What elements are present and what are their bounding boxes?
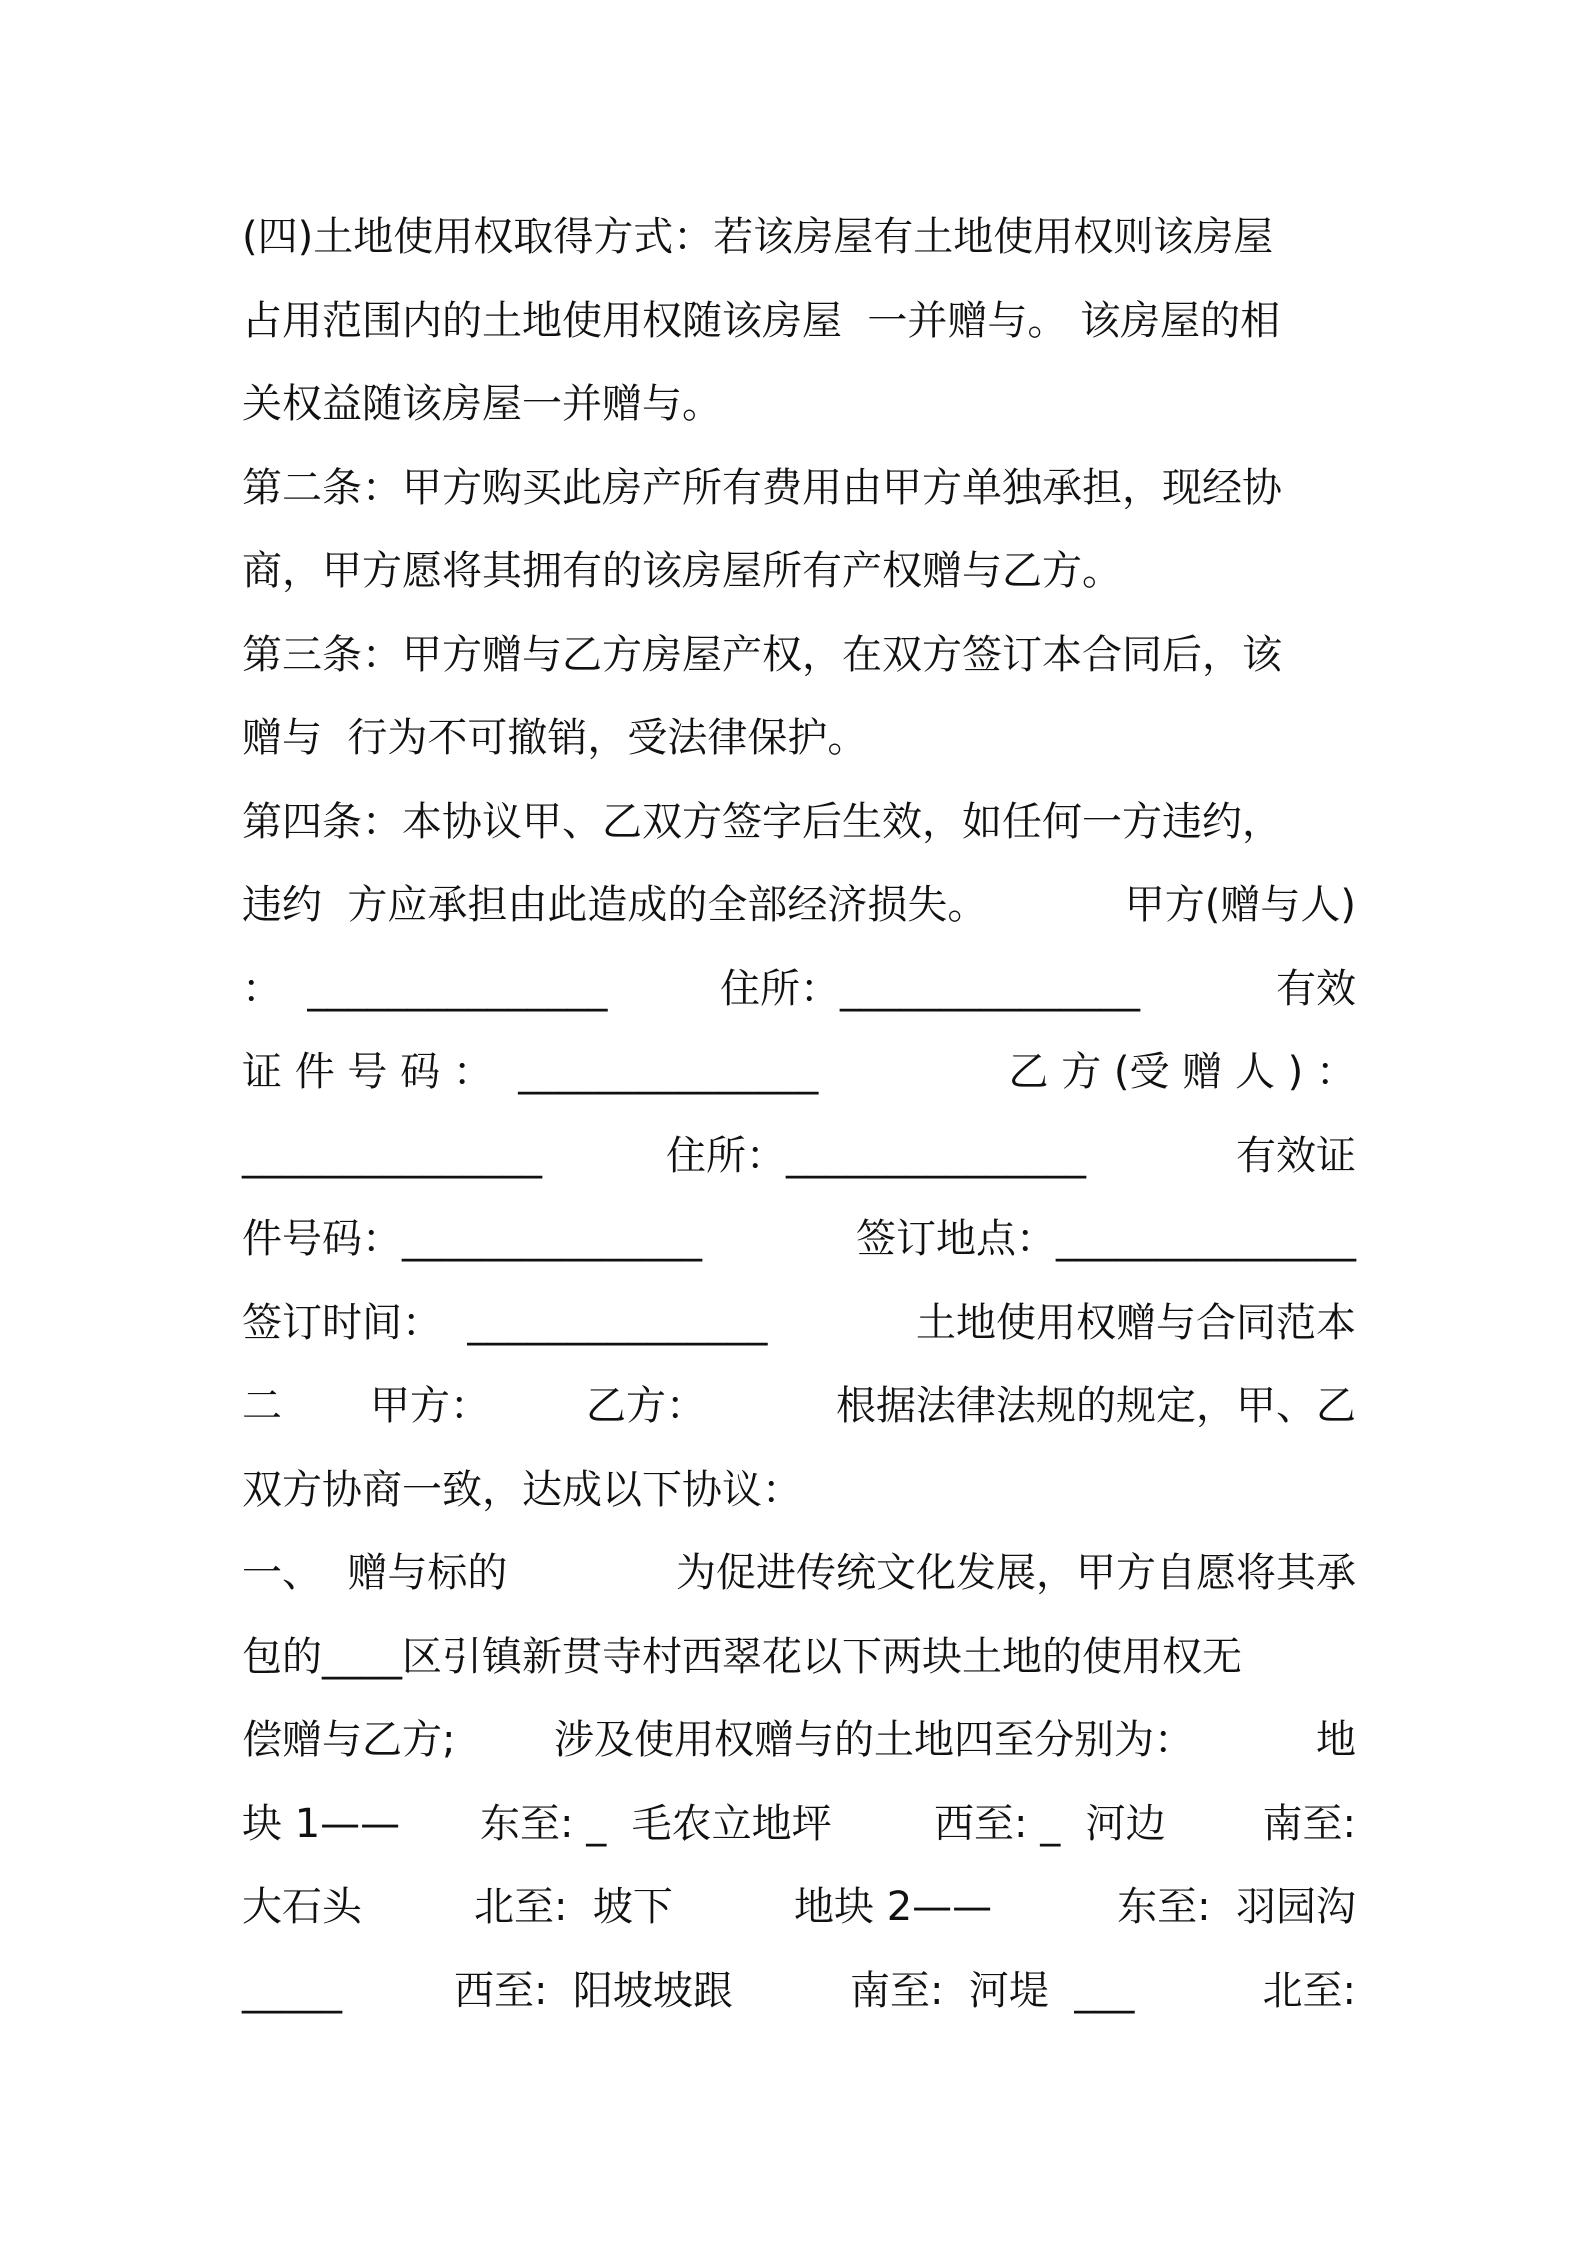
text-segment: 占用范围内的土地使用权随该房屋 一并赠与。 该房屋的相	[242, 297, 1281, 344]
text-segment: 地块 2——	[794, 1884, 993, 1930]
text-segment: 二	[242, 1383, 282, 1429]
text-segment: 大石头	[242, 1884, 362, 1930]
text-segment: 第二条：甲方购买此房产所有费用由甲方单独承担，现经协	[242, 464, 1282, 511]
text-line	[242, 1115, 1356, 1199]
text-segment: 甲方(赠与人)	[1124, 882, 1356, 928]
text-line	[242, 697, 1356, 781]
text-segment: 关权益随该房屋一并赠与。	[242, 381, 722, 427]
text-line	[242, 1449, 1356, 1533]
text-segment: _____	[242, 1967, 342, 2014]
text-segment: 有效	[1276, 965, 1356, 1012]
text-segment: 根据法律法规的规定，甲、乙	[836, 1383, 1356, 1429]
text-segment: 土地使用权赠与合同范本	[916, 1299, 1356, 1346]
text-line	[242, 614, 1356, 698]
text-line	[242, 447, 1356, 531]
text-segment: 西至: _ 河边	[934, 1800, 1166, 1847]
id-number-blank: 件号码：_______________	[242, 1216, 702, 1262]
text-segment: 北至:	[1262, 1967, 1356, 2014]
text-segment: 一、 赠与标的	[242, 1550, 508, 1596]
text-line	[242, 1365, 1356, 1449]
text-segment: 商，甲方愿将其拥有的该房屋所有产权赠与乙方。	[242, 548, 1122, 594]
text-segment: 东至: 羽园沟	[1117, 1884, 1356, 1930]
signature-blank: _______________	[242, 1132, 542, 1179]
text-segment: 包的____区引镇新贯寺村西翠花以下两块土地的使用权无	[242, 1633, 1242, 1680]
text-line	[242, 530, 1356, 614]
text-segment: 乙 方 (受 赠 人 ) ：	[1008, 1049, 1356, 1095]
text-segment: 偿赠与乙方;	[242, 1717, 456, 1763]
text-segment: 甲方：	[370, 1383, 490, 1429]
text-segment: 第三条：甲方赠与乙方房屋产权，在双方签订本合同后，该	[242, 631, 1282, 678]
text-line	[242, 781, 1356, 865]
text-line	[242, 1532, 1356, 1616]
text-line	[242, 196, 1356, 280]
address-blank: 住所：_______________	[666, 1132, 1086, 1179]
address-blank: 住所：_______________	[720, 965, 1140, 1012]
text-segment: 有效证	[1236, 1132, 1356, 1179]
text-segment: 乙方：	[586, 1383, 706, 1429]
text-line	[242, 1282, 1356, 1366]
text-segment: 违约 方应承担由此造成的全部经济损失。	[242, 882, 988, 928]
text-line	[242, 1616, 1356, 1700]
text-segment: 南至: 河堤 ___	[850, 1967, 1135, 2014]
text-line	[242, 363, 1356, 447]
text-line	[242, 280, 1356, 364]
id-number-blank: 证 件 号 码 ： _______________	[242, 1049, 819, 1095]
text-segment: 双方协商一致，达成以下协议：	[242, 1466, 802, 1513]
text-segment: 块 1——	[242, 1800, 401, 1847]
text-segment: 赠与 行为不可撤销，受法律保护。	[242, 715, 868, 761]
text-segment: 涉及使用权赠与的土地四至分别为：	[554, 1717, 1194, 1763]
text-segment: 北至: 坡下	[474, 1884, 673, 1930]
contract-text	[242, 196, 1356, 2033]
text-segment: 南至:	[1262, 1800, 1356, 1847]
text-line	[242, 1783, 1356, 1867]
sign-date-blank: 签订时间： _______________	[242, 1299, 768, 1346]
text-segment: 为促进传统文化发展，甲方自愿将其承	[676, 1550, 1356, 1596]
text-line	[242, 1198, 1356, 1282]
text-segment: 地	[1316, 1717, 1356, 1763]
text-line	[242, 1699, 1356, 1783]
text-segment: (四)土地使用权取得方式：若该房屋有土地使用权则该房屋	[242, 214, 1274, 260]
text-line	[242, 864, 1356, 948]
text-line	[242, 1950, 1356, 2034]
text-line	[242, 1866, 1356, 1950]
text-segment: 第四条：本协议甲、乙双方签字后生效，如任何一方违约，	[242, 798, 1282, 845]
text-segment: 西至: 阳坡坡跟	[454, 1967, 733, 2014]
text-segment: 东至: _ 毛农立地坪	[480, 1800, 832, 1847]
text-line	[242, 1031, 1356, 1115]
signature-blank: ： _______________	[242, 965, 608, 1012]
text-line	[242, 948, 1356, 1032]
sign-place-blank: 签订地点：_______________	[856, 1216, 1356, 1262]
